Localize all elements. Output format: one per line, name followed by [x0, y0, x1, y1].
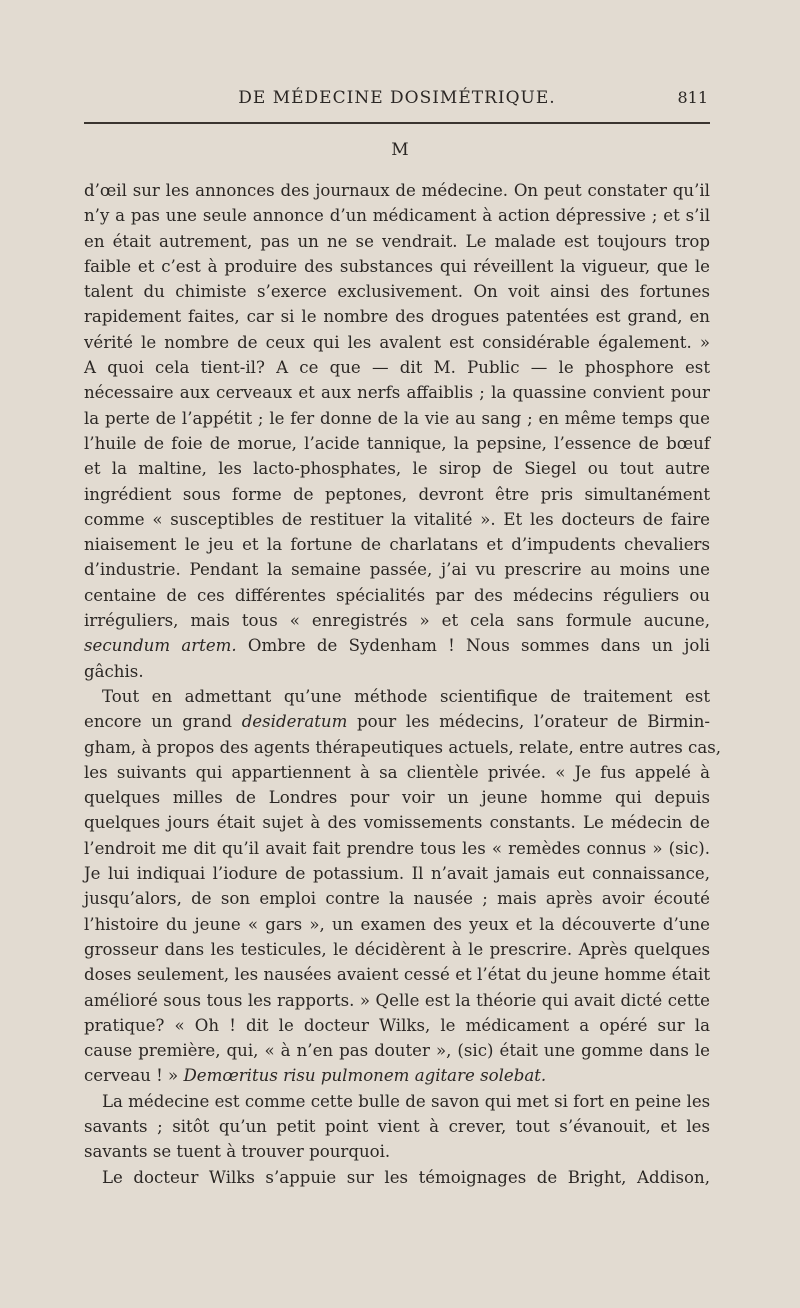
text-line: Je lui indiquai l’iodure de potassium. Il n’avait jamais eut connaissance, [84, 864, 710, 884]
section-letter: M [391, 140, 409, 160]
text-line: centaine de ces différentes spécialités par des médecins réguliers ou [84, 585, 710, 605]
text-line: pratique? « Oh ! dit le docteur Wilks, le médicament a opéré sur la [84, 1015, 710, 1035]
running-title: DE MÉDECINE DOSIMÉTRIQUE. [238, 88, 556, 108]
header-rule [84, 122, 710, 124]
text-line: gham, à propos des agents thérapeutiques actuels, relate, entre autres cas, [84, 737, 722, 757]
text-line: nécessaire aux cerveaux et aux nerfs affaiblis ; la quassine convient pour [84, 383, 710, 403]
text-line [84, 633, 710, 658]
text-line [84, 1063, 710, 1088]
text-segment: Ombre de Sydenham ! Nous sommes dans un joli [236, 636, 710, 656]
text-line: Le docteur Wilks s’appuie sur les témoignages de Bright, Addison, [102, 1167, 710, 1187]
text-line: Tout en admettant qu’une méthode scientifique de traitement est [102, 686, 710, 706]
page-header [84, 88, 710, 116]
text-line: niaisement le jeu et la fortune de charlatans et d’impudents chevaliers [84, 535, 710, 555]
text-line: et la maltine, les lacto-phosphates, le sirop de Siegel ou tout autre [84, 459, 710, 479]
italic-phrase: Demœritus risu pulmonem agitare solebat. [183, 1066, 547, 1086]
text-line: talent du chimiste s’exerce exclusivement. On voit ainsi des fortunes [84, 282, 710, 302]
text-line: La médecine est comme cette bulle de savon qui met si fort en peine les [102, 1091, 711, 1111]
text-line: vérité le nombre de ceux qui les avalent est considérable également. » [84, 332, 710, 352]
text-line: l’huile de foie de morue, l’acide tannique, la pepsine, l’essence de bœuf [84, 433, 710, 453]
text-line: cause première, qui, « à n’en pas douter », (sic) était une gomme dans le [84, 1041, 710, 1061]
text-line: les suivants qui appartiennent à sa clientèle privée. « Je fus appelé à [84, 762, 710, 782]
text-line: l’endroit me dit qu’il avait fait prendre tous les « remèdes connus » (sic). [84, 838, 710, 858]
text-line: d’œil sur les annonces des journaux de médecine. On peut constater qu’il [84, 181, 710, 200]
text-segment: pour les médecins, l’orateur de Birmin- [347, 712, 710, 732]
italic-phrase: secundum artem. [84, 636, 237, 656]
text-line: d’industrie. Pendant la semaine passée, j’ai vu prescrire au moins une [84, 560, 710, 580]
text-line: comme « susceptibles de restituer la vitalité ». Et les docteurs de faire [84, 509, 710, 529]
text-line: gâchis. [84, 661, 144, 681]
text-line: en était autrement, pas un ne se vendrait. Le malade est toujours trop [84, 231, 710, 251]
text-line: n’y a pas une seule annonce d’un médicament à action dépressive ; et s’il [84, 206, 710, 226]
text-line: savants se tuent à trouver pourquoi. [84, 1142, 391, 1162]
text-line [84, 709, 710, 734]
text-line: l’histoire du jeune « gars », un examen des yeux et la découverte d’une [84, 914, 710, 934]
text-segment: encore un grand [84, 712, 242, 732]
italic-phrase: desideratum [241, 712, 348, 732]
text-line: amélioré sous tous les rapports. » Qelle est la théorie qui avait dicté cette [84, 990, 710, 1010]
text-line: irréguliers, mais tous « enregistrés » et cela sans formule aucune, [84, 611, 710, 631]
body-text [84, 178, 722, 1190]
text-segment: cerveau ! » [84, 1066, 184, 1086]
text-line: rapidement faites, car si le nombre des drogues patentées est grand, en [84, 307, 710, 327]
text-line: doses seulement, les nausées avaient cessé et l’état du jeune homme était [84, 965, 710, 985]
text-line: A quoi cela tient-il? A ce que — dit M. Public — le phosphore est [84, 358, 710, 378]
text-line: faible et c’est à produire des substances qui réveillent la vigueur, que le [84, 256, 710, 276]
text-line: grosseur dans les testicules, le décidèrent à le prescrire. Après quelques [84, 939, 710, 959]
text-line: savants ; sitôt qu’un petit point vient à crever, tout s’évanouit, et les [84, 1116, 710, 1136]
text-line: jusqu’alors, de son emploi contre la nausée ; mais après avoir écouté [84, 889, 710, 909]
text-line: ingrédient sous forme de peptones, devront être pris simultanément [84, 484, 710, 504]
text-line: quelques milles de Londres pour voir un jeune homme qui depuis [84, 788, 710, 808]
text-line: quelques jours était sujet à des vomissements constants. Le médecin de [84, 813, 710, 833]
text-line: la perte de l’appétit ; le fer donne de la vie au sang ; en même temps que [84, 408, 710, 428]
page-number: 811 [677, 88, 708, 107]
